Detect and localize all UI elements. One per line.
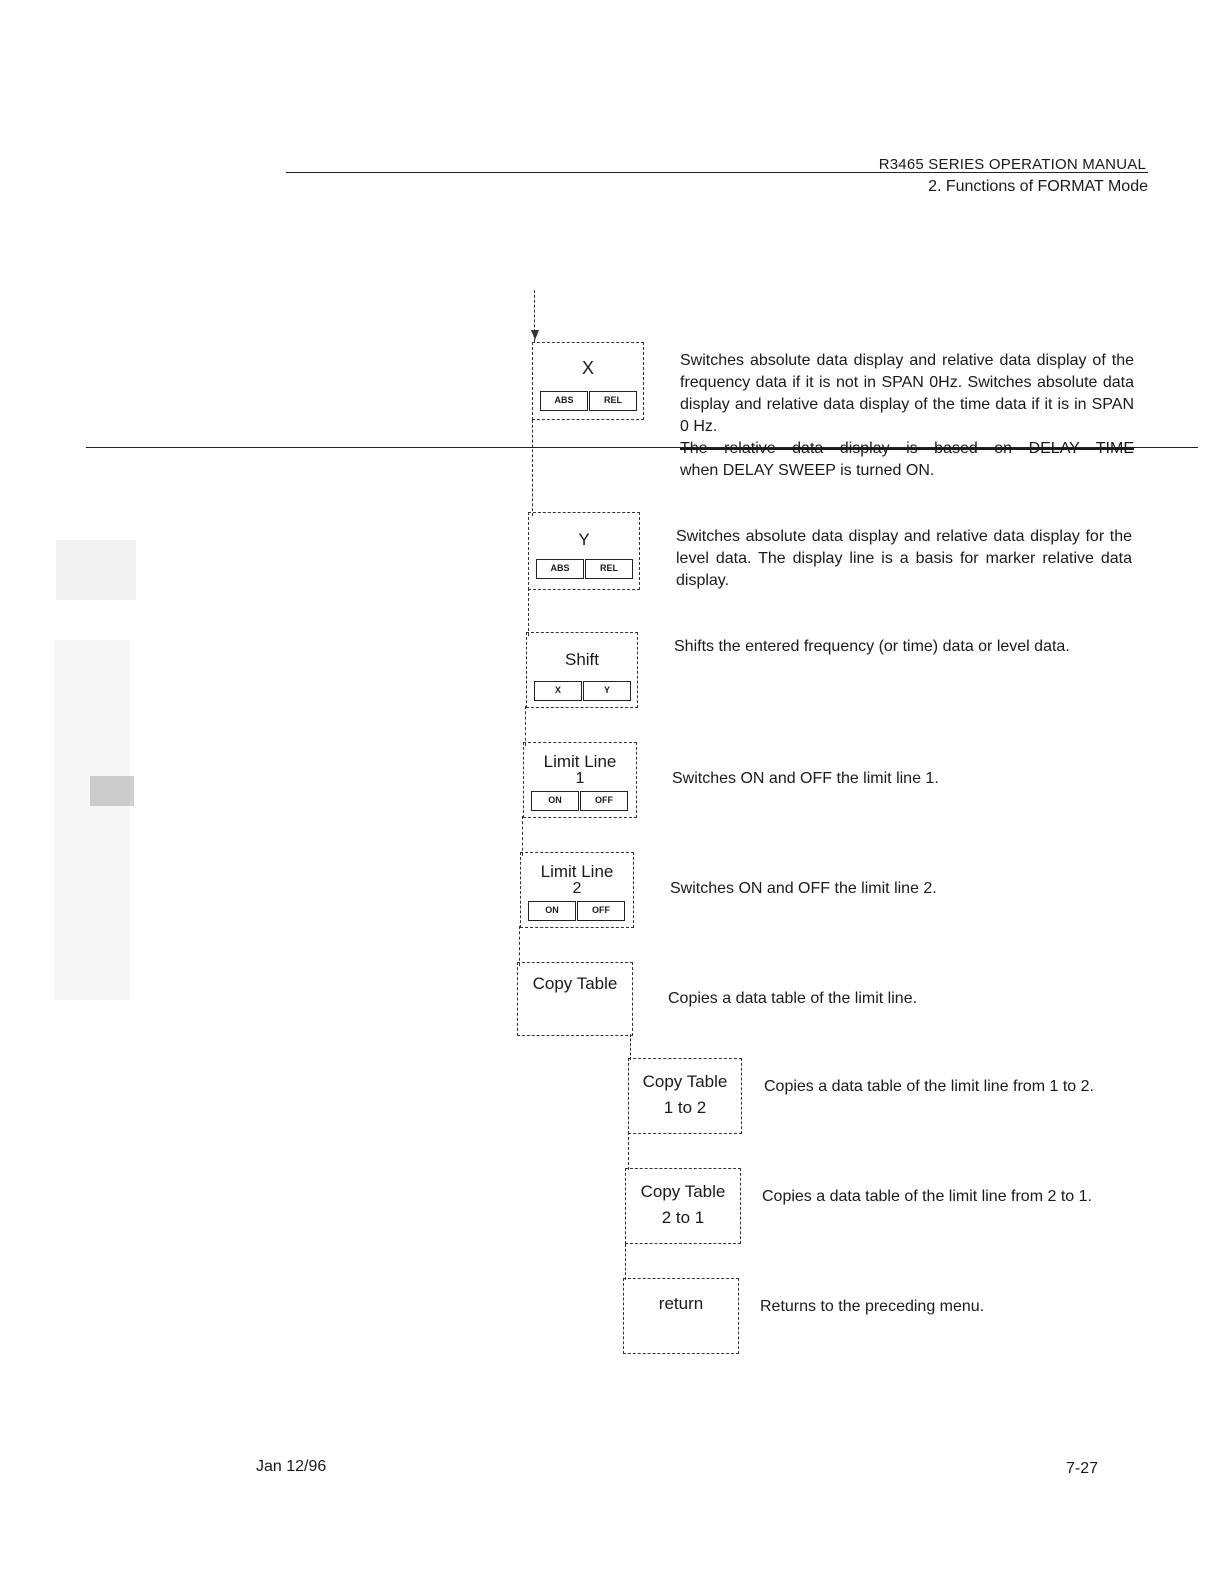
copy-table-description: Copies a data table of the limit line. (668, 990, 918, 1007)
y-description: Switches absolute data display and relative data display for the level data. The display line is a basis for marker relative data display. (676, 528, 1132, 589)
softkey-y[interactable] (528, 512, 640, 590)
header-rule (286, 172, 1148, 173)
flow-connector (525, 706, 526, 746)
flow-connector (625, 1244, 626, 1280)
section-title: 2. Functions of FORMAT Mode (928, 178, 1148, 195)
copy-1to2-description: Copies a data table of the limit line from 1 to 2. (764, 1078, 1094, 1095)
x-abs-option[interactable]: ABS (540, 391, 588, 411)
softkey-copy-table-2-to-1[interactable] (625, 1168, 741, 1244)
return-description: Returns to the preceding menu. (760, 1298, 985, 1315)
copy-2to1-description: Copies a data table of the limit line from 2 to 1. (762, 1188, 1092, 1205)
softkey-copy-table-1-to-2[interactable] (628, 1058, 742, 1134)
limit-line-1-label: Limit Line (543, 752, 617, 771)
softkey-x-label: X (581, 358, 594, 378)
x-description-tail: when DELAY SWEEP is turned ON. (680, 462, 935, 479)
scan-noise (54, 640, 130, 1000)
shift-description: Shifts the entered frequency (or time) data or level data. (674, 638, 1070, 655)
softkey-return[interactable] (623, 1278, 739, 1354)
manual-title: R3465 SERIES OPERATION MANUAL (878, 156, 1146, 173)
copy-table-label: Copy Table (532, 974, 618, 993)
flow-connector (628, 1132, 629, 1170)
limit1-off-option[interactable]: OFF (580, 791, 628, 811)
flow-connector (522, 816, 523, 856)
limit2-on-option[interactable]: ON (528, 901, 576, 921)
softkey-y-label: Y (578, 530, 590, 549)
x-description-struck: The relative data display is based on DELAY TIME (680, 440, 1134, 457)
flow-connector (528, 588, 529, 636)
scan-noise (56, 540, 136, 600)
flow-arrow-icon (531, 330, 539, 340)
return-label: return (658, 1294, 704, 1313)
y-rel-option[interactable]: REL (585, 559, 633, 579)
y-abs-option[interactable]: ABS (536, 559, 584, 579)
limit-line-2-description: Switches ON and OFF the limit line 2. (670, 880, 937, 897)
flow-connector (519, 926, 520, 966)
limit1-on-option[interactable]: ON (531, 791, 579, 811)
softkey-shift-label: Shift (564, 650, 600, 669)
copy-2to1-sublabel: 2 to 1 (661, 1208, 705, 1227)
limit-line-1-description: Switches ON and OFF the limit line 1. (672, 770, 939, 787)
limit-line-2-label: Limit Line (540, 862, 614, 881)
footer-page-number: 7-27 (1066, 1460, 1099, 1477)
softkey-x[interactable] (532, 342, 644, 420)
copy-1to2-sublabel: 1 to 2 (663, 1098, 707, 1117)
flow-connector (534, 290, 535, 342)
flow-connector (630, 1034, 631, 1060)
x-description: Switches absolute data display and relative data display of the frequency data if it is not in SPAN 0Hz. Switches absolute data display and relative data display of the time data if it is in SPAN 0 Hz. (680, 352, 1134, 435)
softkey-limit-line-1[interactable] (523, 742, 637, 818)
softkey-copy-table[interactable] (517, 962, 633, 1036)
copy-1to2-label: Copy Table (642, 1072, 728, 1091)
shift-y-option[interactable]: Y (583, 681, 631, 701)
shift-x-option[interactable]: X (534, 681, 582, 701)
softkey-shift[interactable] (526, 632, 638, 708)
limit-line-2-number: 2 (572, 880, 582, 897)
copy-2to1-label: Copy Table (640, 1182, 726, 1201)
limit-line-1-number: 1 (575, 770, 585, 787)
scan-noise (90, 776, 134, 806)
softkey-limit-line-2[interactable] (520, 852, 634, 928)
footer-date: Jan 12/96 (256, 1458, 327, 1475)
limit2-off-option[interactable]: OFF (577, 901, 625, 921)
x-rel-option[interactable]: REL (589, 391, 637, 411)
flow-connector (532, 420, 533, 516)
